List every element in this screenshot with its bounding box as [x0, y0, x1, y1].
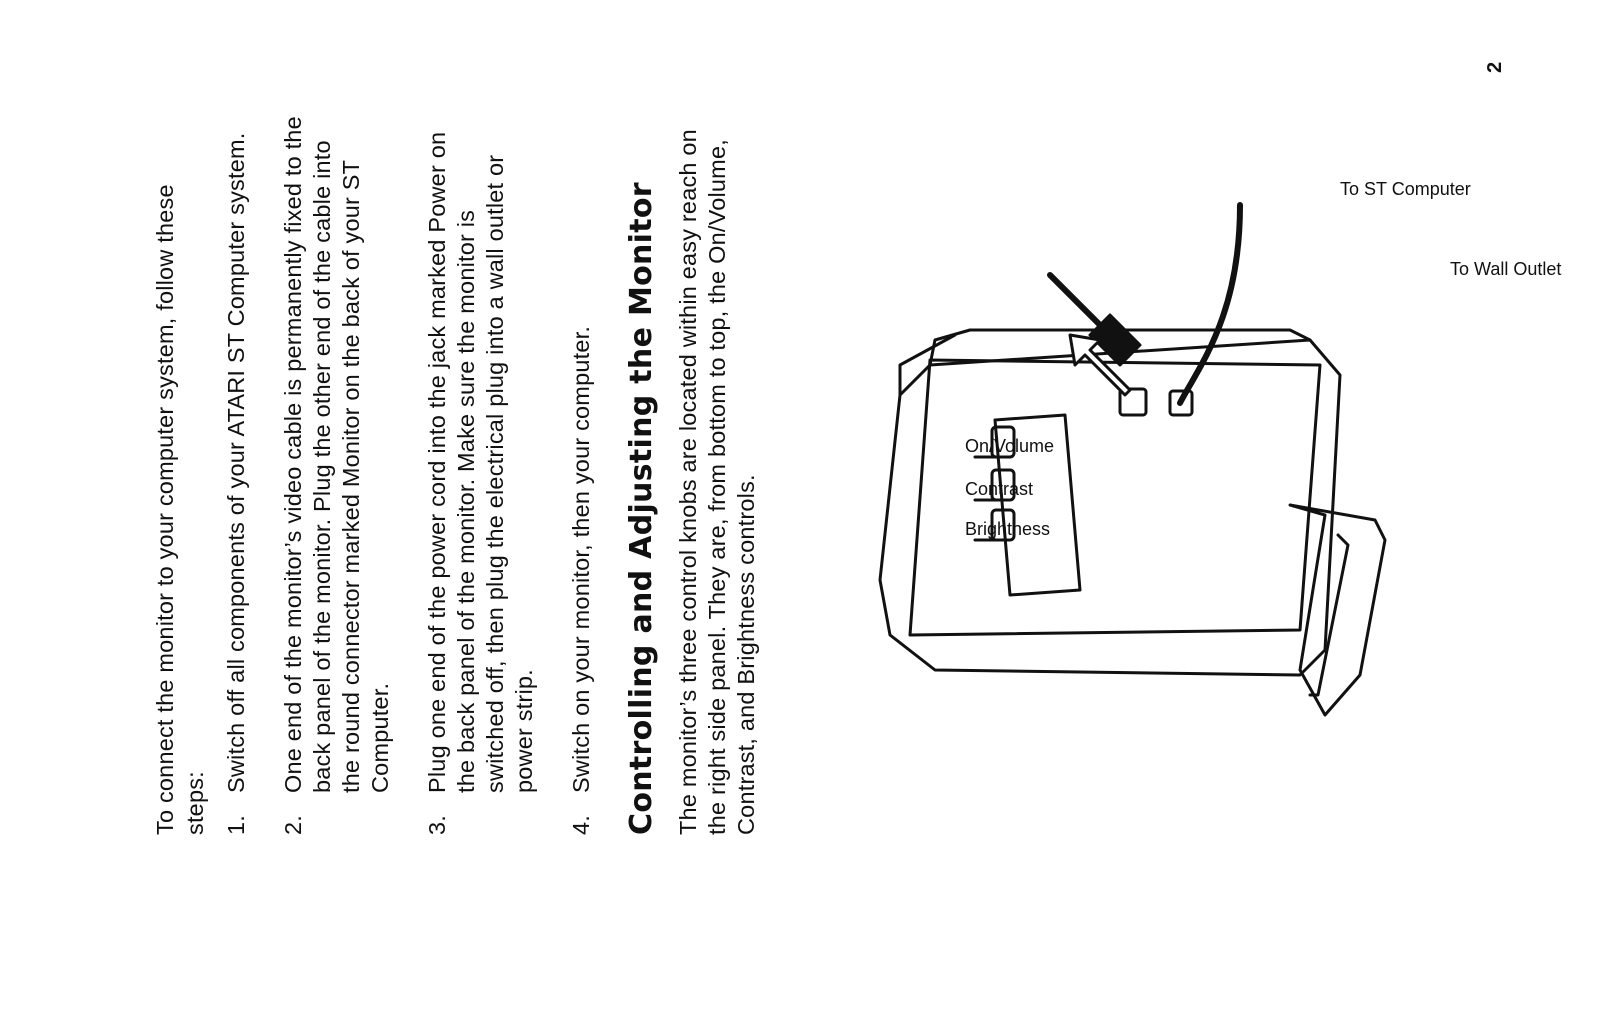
list-item	[423, 115, 539, 835]
label-to-st-computer: To ST Computer	[1340, 179, 1471, 199]
step-number: 4.	[568, 815, 594, 835]
text-column	[150, 115, 761, 835]
step-text: Switch on your monitor, then your computer.	[568, 325, 594, 793]
label-on-volume: On/Volume	[965, 436, 1055, 456]
step-number: 1.	[223, 815, 249, 835]
label-to-wall-outlet: To Wall Outlet	[1450, 259, 1562, 279]
list-item	[279, 115, 395, 835]
section-heading: Controlling and Adjusting the Monitor	[624, 182, 659, 835]
monitor-body	[880, 340, 1340, 675]
step-text: Plug one end of the power cord into the jack marked Power on the back panel of the monitor. Make sure the monitor is switched off, then plug the electrical plug into a wall outlet or power strip.	[424, 131, 537, 793]
list-item	[222, 115, 251, 835]
step-text: One end of the monitor’s video cable is permanently fixed to the back panel of the monitor. Plug the other end of the cable into the round connector marked Monitor on the back of your ST Computer.	[280, 116, 393, 793]
monitor-illustration	[820, 115, 1562, 835]
page-number: 2	[1484, 61, 1506, 73]
step-number: 2.	[280, 815, 306, 835]
intro-paragraph: To connect the monitor to your computer system, follow these steps:	[152, 184, 208, 835]
setup-steps-list	[222, 115, 596, 835]
video-cable	[1180, 205, 1240, 403]
section-paragraph: The monitor’s three control knobs are located within easy reach on the right side panel. They are, from bottom to top, the On/Volume, Contrast, and Brightness controls.	[675, 129, 759, 835]
step-number: 3.	[424, 815, 450, 835]
list-item	[567, 115, 596, 835]
label-brightness: Brightness	[965, 519, 1051, 539]
label-contrast: Contrast	[965, 479, 1034, 499]
step-text: Switch off all components of your ATARI ST Computer system.	[223, 132, 249, 793]
